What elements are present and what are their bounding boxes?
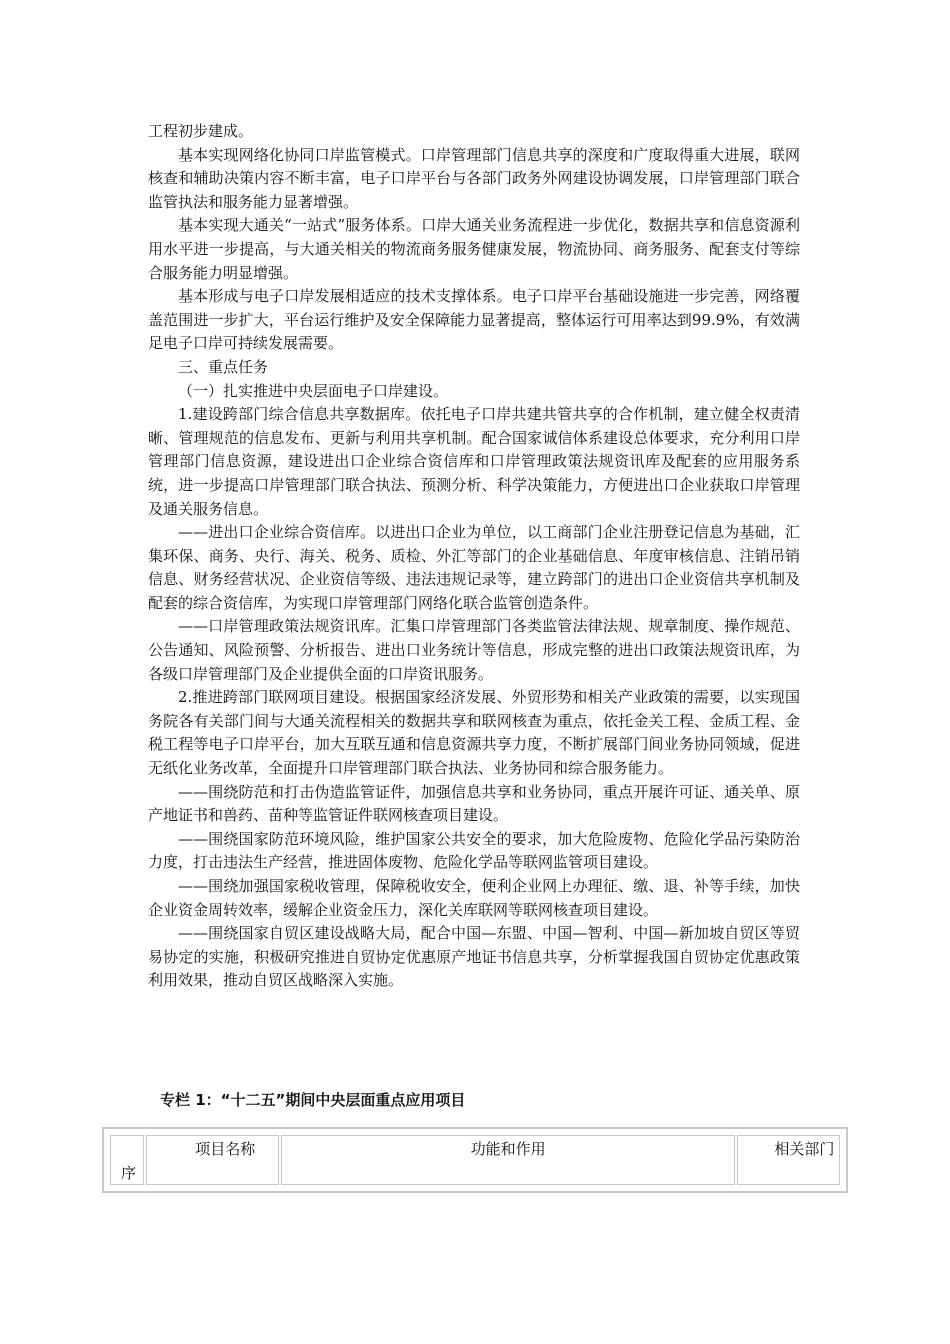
table-caption: 专栏 1：“十二五”期间中央层面重点应用项目 bbox=[160, 1091, 466, 1109]
paragraph-1: 工程初步建成。 bbox=[148, 122, 254, 140]
header-cell-function bbox=[281, 1135, 736, 1185]
header-function-label: 功能和作用 bbox=[470, 1140, 546, 1158]
header-seq-label: 序 bbox=[121, 1164, 137, 1182]
document-body bbox=[148, 120, 800, 993]
projects-table-frame bbox=[102, 1127, 848, 1193]
section-heading: 三、重点任务 bbox=[178, 357, 269, 376]
paragraph-10: 2.推进跨部门联网项目建设。根据国家经济发展、外贸形势和相关产业政策的需要，以实现国务院各有关部门间与大通关流程相关的数据共享和联网核查为重点，依托金关工程、金质工程、金税工程等电子口岸平台，加大互联互通和信息资源共享力度，不断扩展部门间业务协同领域，促进无纸化业务改革，全面提升口岸管理部门联合执法、业务协同和综合服务能力。 bbox=[148, 688, 800, 778]
header-cell-seq bbox=[110, 1135, 144, 1185]
table-header-row bbox=[110, 1135, 840, 1185]
paragraph-14: ——围绕国家自贸区建设战略大局，配合中国—东盟、中国—智利、中国—新加坡自贸区等贸易协定的实施，积极研究推进自贸协定优惠原产地证书信息共享，分析掌握我国自贸协定优惠政策利用效果，推动自贸区战略深入实施。 bbox=[148, 924, 800, 990]
header-name-label: 项目名称 bbox=[195, 1140, 256, 1158]
paragraph-8: ——进出口企业综合资信库。以进出口企业为单位，以工商部门企业注册登记信息为基础，汇集环保、商务、央行、海关、税务、质检、外汇等部门的企业基础信息、年度审核信息、注销吊销信息、财务经营状况、企业资信等级、违法违规记录等，建立跨部门的进出口企业资信共享机制及配套的综合资信库，为实现口岸管理部门网络化联合监管创造条件。 bbox=[148, 523, 800, 612]
header-department-label: 相关部门 bbox=[774, 1140, 835, 1158]
paragraph-13: ——围绕加强国家税收管理，保障税收安全，便利企业网上办理征、缴、退、补等手续，加快企业资金周转效率，缓解企业资金压力，深化关库联网等联网核查项目建设。 bbox=[148, 877, 800, 919]
subsection-heading: （一）扎实推进中央层面电子口岸建设。 bbox=[178, 381, 449, 400]
paragraph-2: 基本实现网络化协同口岸监管模式。口岸管理部门信息共享的深度和广度取得重大进展，联网核查和辅助决策内容不断丰富，电子口岸平台与各部门政务外网建设协调发展，口岸管理部门联合监管执法和服务能力显著增强。 bbox=[148, 145, 800, 211]
header-cell-name bbox=[146, 1135, 279, 1185]
paragraph-4: 基本形成与电子口岸发展相适应的技术支撑体系。电子口岸平台基础设施进一步完善，网络覆盖范围进一步扩大，平台运行维护及安全保障能力显著提高，整体运行可用率达到99.9%，有效满足电子口岸可持续发展需要。 bbox=[148, 287, 800, 353]
paragraph-7: 1.建设跨部门综合信息共享数据库。依托电子口岸共建共管共享的合作机制，建立健全权责清晰、管理规范的信息发布、更新与利用共享机制。配合国家诚信体系建设总体要求，充分利用口岸管理部门信息资源，建设进出口企业综合资信库和口岸管理政策法规资讯库及配套的应用服务系统，进一步提高口岸管理部门联合执法、预测分析、科学决策能力，方便进出口企业获取口岸管理及通关服务信息。 bbox=[148, 405, 800, 518]
paragraph-11: ——围绕防范和打击伪造监管证件，加强信息共享和业务协同，重点开展许可证、通关单、原产地证书和兽药、苗种等监管证件联网核查项目建设。 bbox=[148, 782, 800, 825]
paragraph-9: ——口岸管理政策法规资讯库。汇集口岸管理部门各类监管法律法规、规章制度、操作规范、公告通知、风险预警、分析报告、进出口业务统计等信息，形成完整的进出口政策法规资讯库，为各级口岸管理部门及企业提供全面的口岸资讯服务。 bbox=[148, 617, 800, 683]
projects-table bbox=[108, 1133, 842, 1187]
header-cell-department bbox=[737, 1135, 840, 1185]
paragraph-12: ——围绕国家防范环境风险，维护国家公共安全的要求，加大危险废物、危险化学品污染防治力度，打击违法生产经营，推进固体废物、危险化学品等联网监管项目建设。 bbox=[148, 829, 800, 872]
paragraph-3: 基本实现大通关“一站式”服务体系。口岸大通关业务流程进一步优化，数据共享和信息资源利用水平进一步提高，与大通关相关的物流商务服务健康发展，物流协同、商务服务、配套支付等综合服务能力明显增强。 bbox=[148, 216, 800, 282]
